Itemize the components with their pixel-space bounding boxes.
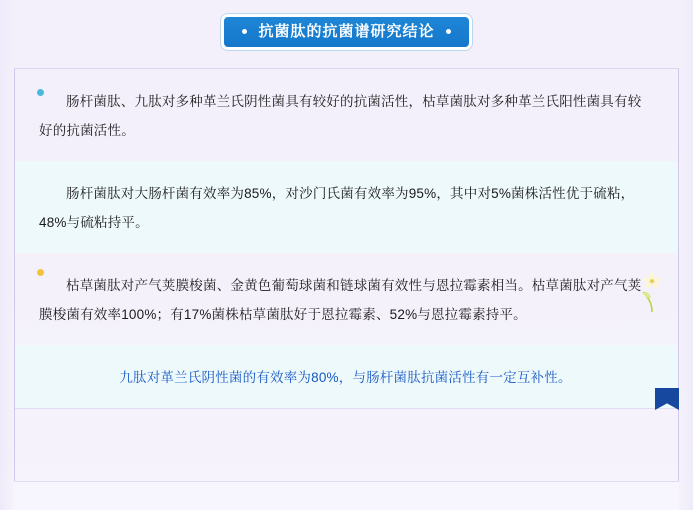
slide-title-container (0, 14, 693, 50)
conclusion-block-3 (15, 253, 678, 345)
conclusion-block-4 (15, 345, 678, 408)
conclusion-text-4: 九肽对革兰氏阴性菌的有效率为80%，与肠杆菌肽抗菌活性有一定互补性。 (119, 370, 572, 385)
title-left-dot-icon (242, 29, 247, 34)
conclusion-text-3: 枯草菌肽对产气荚膜梭菌、金黄色葡萄球菌和链球菌有效性与恩拉霉素相当。枯草菌肽对产气荚膜梭菌有效率100%；有17%菌株枯草菌肽好于恩拉霉素、52%与恩拉霉素持平。 (39, 278, 642, 322)
title-right-dot-icon (446, 29, 451, 34)
conclusion-text-2: 肠杆菌肽对大肠杆菌有效率为85%，对沙门氏菌有效率为95%，其中对5%菌株活性优于硫粘，48%与硫粘持平。 (39, 186, 635, 230)
bullet-dot-icon-left-3 (37, 269, 44, 276)
conclusion-text-1: 肠杆菌肽、九肽对多种革兰氏阴性菌具有较好的抗菌活性，枯草菌肽对多种革兰氏阳性菌具有较好的抗菌活性。 (39, 94, 642, 138)
content-card (14, 68, 679, 510)
conclusion-block-2 (15, 161, 678, 253)
bottom-strip (14, 481, 679, 510)
title-text: 抗菌肽的抗菌谱研究结论 (258, 23, 435, 40)
bullet-dot-icon-left-1 (37, 89, 44, 96)
content-divider (15, 408, 678, 409)
conclusion-block-1 (15, 69, 678, 161)
page-title (221, 14, 471, 50)
